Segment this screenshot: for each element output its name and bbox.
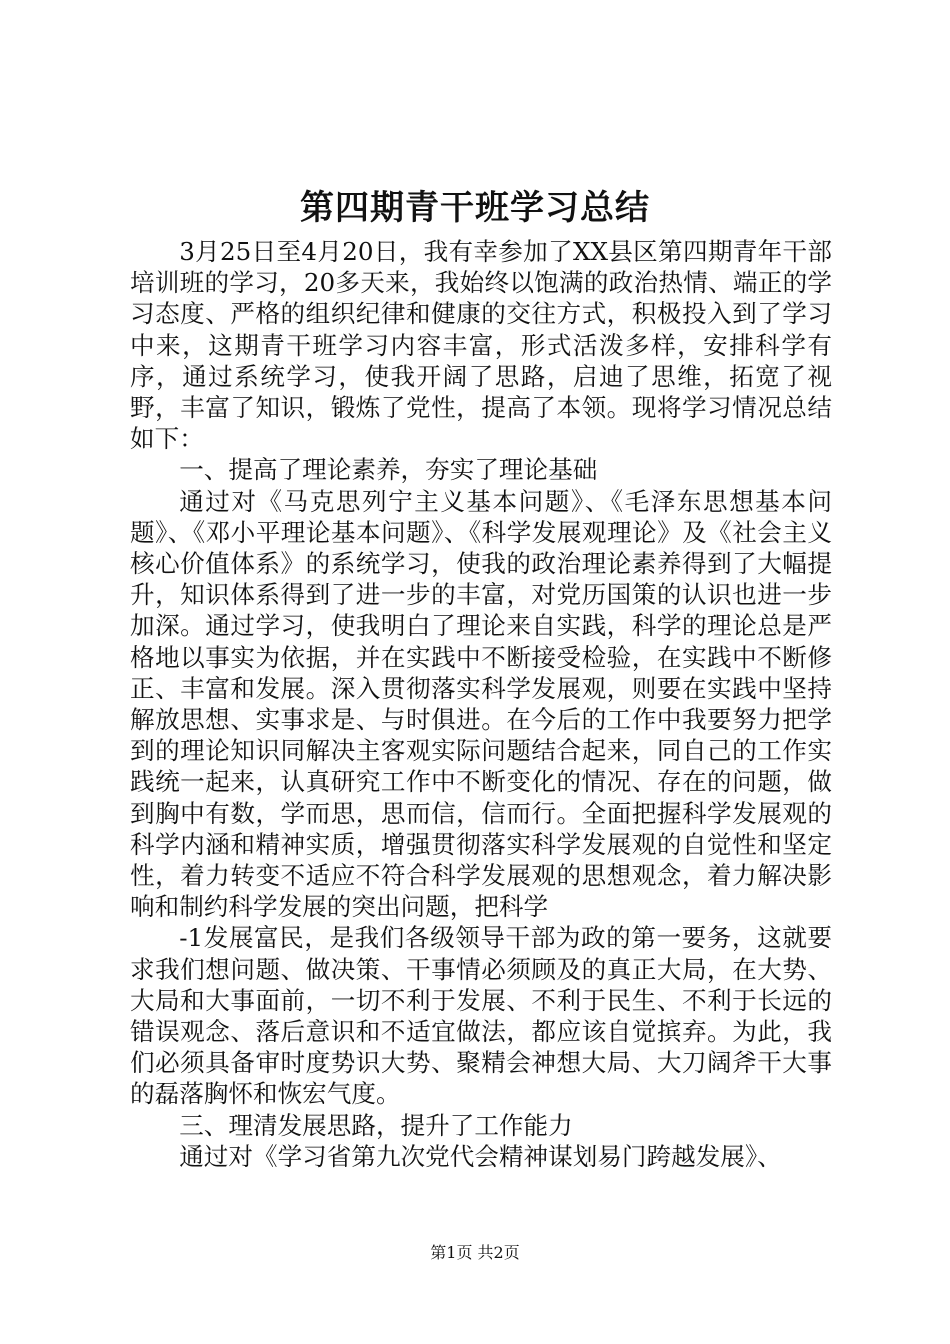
paragraph-intro: 3月25日至4月20日，我有幸参加了XX县区第四期青年干部培训班的学习，20多天来，我始终以饱满的政治热情、端正的学习态度、严格的组织纪律和健康的交往方式，积极投入到了学习中来，这期青干班学习内容丰富，形式活泼多样，安排科学有序，通过系统学习，使我开阔了思路，启迪了思维，拓宽了视野，丰富了知识，锻炼了党性，提高了本领。现将学习情况总结如下： (130, 237, 832, 454)
section-heading-3: 三、理清发展思路，提升了工作能力 (179, 1110, 573, 1140)
section-heading-1: 一、提高了理论素养，夯实了理论基础 (179, 455, 598, 485)
paragraph-theory: 通过对《马克思列宁主义基本问题》、《毛泽东思想基本问题》、《邓小平理论基本问题》、《科学发展观理论》及《社会主义核心价值体系》的系统学习，使我的政治理论素养得到了大幅提升，知识体系得到了进一步的丰富，对党历国策的认识也进一步加深。通过学习，使我明白了理论来自实践，科学的理论总是严格地以事实为依据，并在实践中不断接受检验，在实践中不断修正、丰富和发展。深入贯彻落实科学发展观，则要在实践中坚持解放思想、实事求是、与时俱进。在今后的工作中我要努力把学到的理论知识同解决主客观实际问题结合起来，同自己的工作实践统一起来，认真研究工作中不断变化的情况、存在的问题，做到胸中有数，学而思，思而信，信而行。全面把握科学发展观的科学内涵和精神实质，增强贯彻落实科学发展观的自觉性和坚定性，着力转变不适应不符合科学发展观的思想观念，着力解决影响和制约科学发展的突出问题，把科学 (130, 486, 832, 922)
paragraph-development: -1发展富民，是我们各级领导干部为政的第一要务，这就要求我们想问题、做决策、干事情必须顾及的真正大局，在大势、大局和大事面前，一切不利于发展、不利于民生、不利于长远的错误观念、落后意识和不适宜做法，都应该自觉摈弃。为此，我们必须具备审时度势识大势、聚精会神想大局、大刀阔斧干大事的磊落胸怀和恢宏气度。 (130, 923, 832, 1109)
document-body (130, 236, 832, 1172)
page-footer: 第1页 共2页 (430, 1243, 520, 1262)
paragraph-study: 通过对《学习省第九次党代会精神谋划易门跨越发展》、 (179, 1141, 782, 1171)
document-title: 第四期青干班学习总结 (300, 188, 650, 228)
